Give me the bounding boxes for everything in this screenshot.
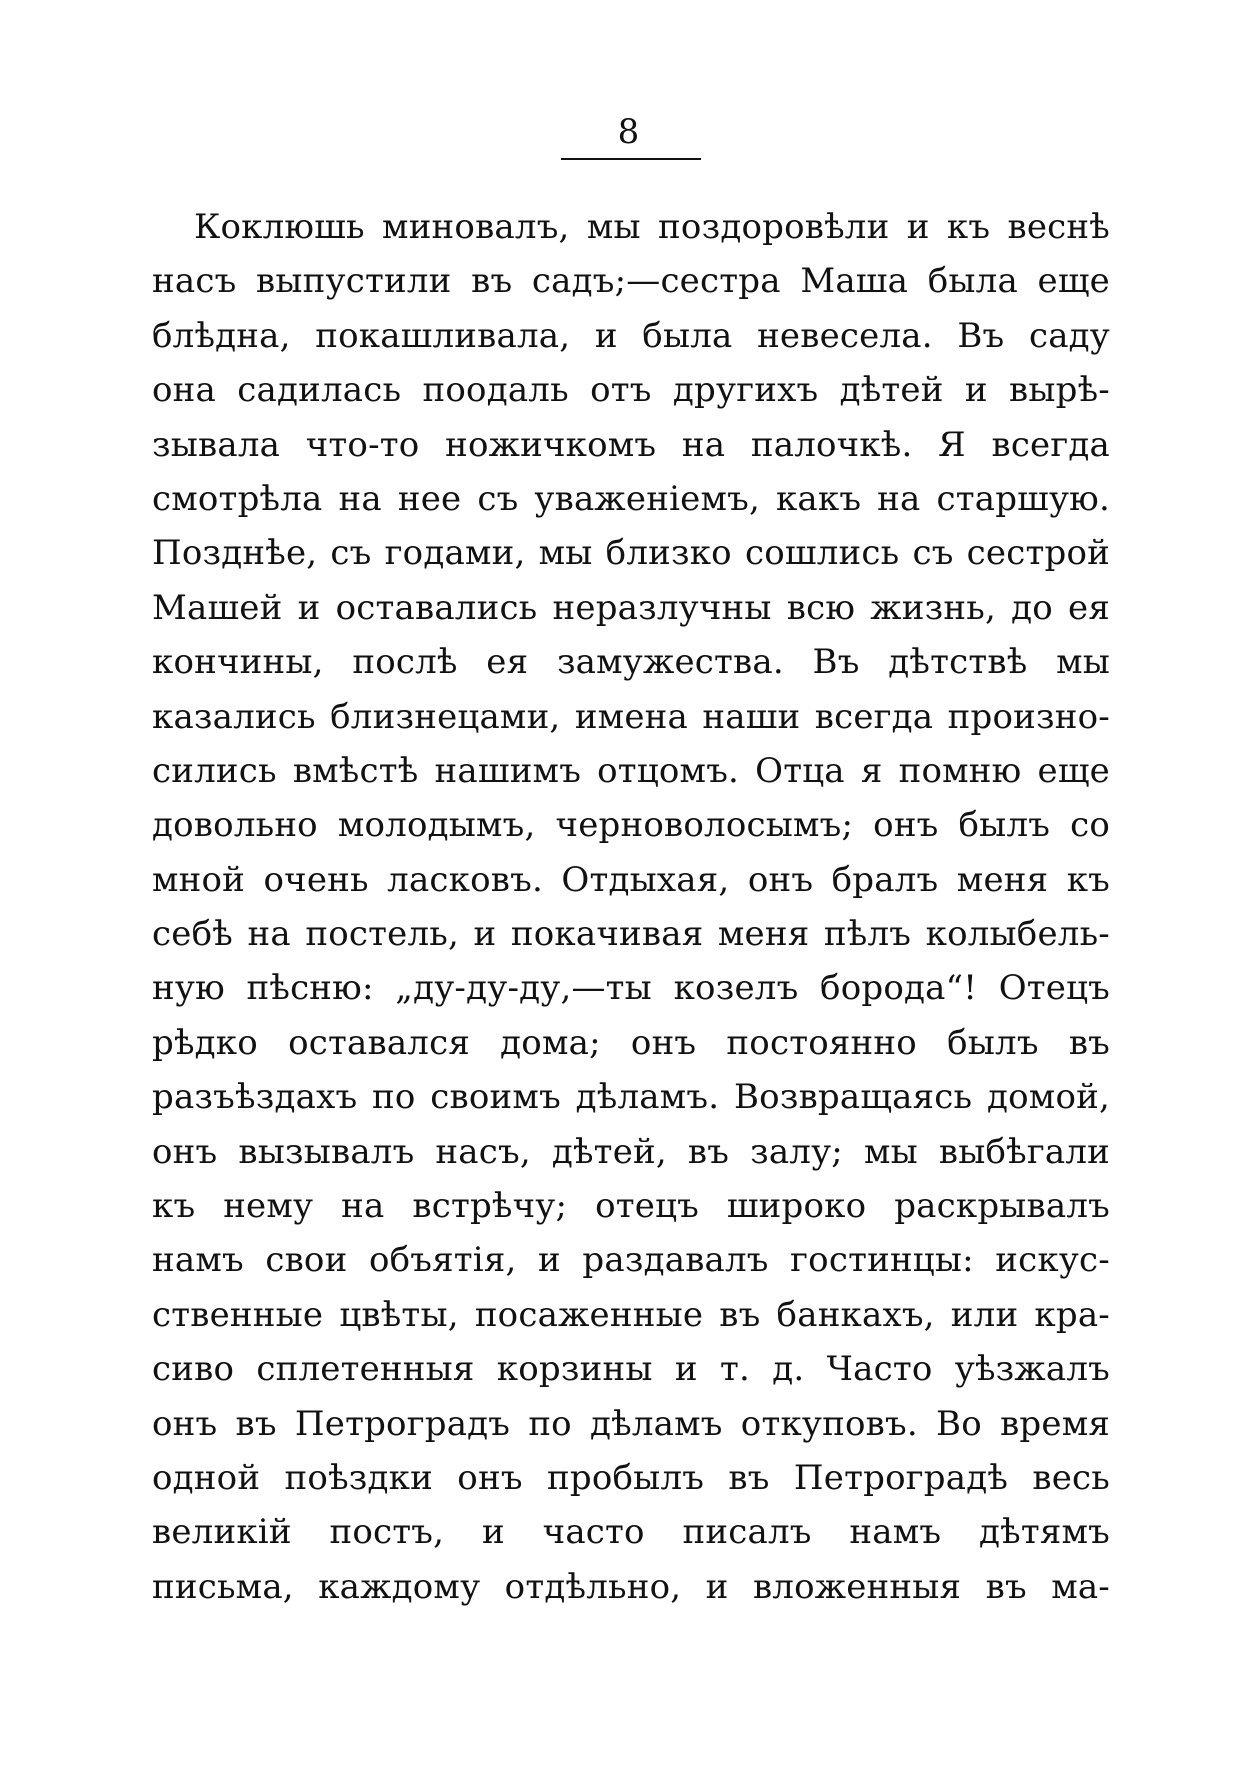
page-number-rule	[561, 158, 701, 160]
text-line: себѣ на постель, и покачивая меня пѣлъ колыбель-	[152, 914, 1110, 955]
text-line: Позднѣе, съ годами, мы близко сошлись съ сестрой	[152, 533, 1110, 574]
text-line: Машей и оставались неразлучны всю жизнь, до ея	[152, 587, 1110, 628]
text-line: рѣдко оставался дома; онъ постоянно былъ въ	[152, 1022, 1110, 1063]
text-line: кончины, послѣ ея замужества. Въ дѣтствѣ мы	[152, 642, 1110, 683]
text-line: Коклюшь миновалъ, мы поздоровѣли и къ веснѣ	[194, 207, 1110, 247]
text-line: разъѣздахъ по своимъ дѣламъ. Возвращаясь домой,	[152, 1077, 1110, 1118]
text-line: блѣдна, покашливала, и была невесела. Въ саду	[152, 315, 1110, 356]
text-line: письма, каждому отдѣльно, и вложенныя въ ма-	[152, 1566, 1110, 1607]
text-line: она садилась поодаль отъ другихъ дѣтей и вырѣ-	[152, 370, 1110, 411]
text-line: ственные цвѣты, посаженные въ банкахъ, или кра-	[152, 1294, 1110, 1335]
text-line: сиво сплетенныя корзины и т. д. Часто уѣзжалъ	[152, 1349, 1110, 1390]
text-line: мной очень ласковъ. Отдыхая, онъ бралъ меня къ	[152, 859, 1110, 900]
text-line: къ нему на встрѣчу; отецъ широко раскрывалъ	[152, 1186, 1110, 1227]
page-number: 8	[617, 112, 640, 152]
text-line: смотрѣла на нее съ уваженіемъ, какъ на старшую.	[152, 478, 1110, 519]
text-line: онъ вызывалъ насъ, дѣтей, въ залу; мы выбѣгали	[152, 1131, 1110, 1172]
text-line: намъ свои объятія, и раздавалъ гостинцы: искус-	[152, 1240, 1110, 1281]
text-line: сились вмѣстѣ нашимъ отцомъ. Отца я помню еще	[152, 750, 1110, 791]
text-line: одной поѣздки онъ пробылъ въ Петроградѣ весь	[152, 1457, 1110, 1498]
body-text	[152, 200, 1110, 1614]
text-line: казались близнецами, имена наши всегда произно-	[152, 696, 1110, 737]
text-line: великій постъ, и часто писалъ намъ дѣтямъ	[152, 1512, 1110, 1553]
text-line: довольно молодымъ, черноволосымъ; онъ былъ со	[152, 805, 1110, 846]
text-line: зывала что-то ножичкомъ на палочкѣ. Я всегда	[152, 424, 1110, 465]
text-line: ную пѣсню: „ду-ду-ду,—ты козелъ борода“! Отецъ	[152, 968, 1110, 1009]
text-line: онъ въ Петроградъ по дѣламъ откуповъ. Во время	[152, 1403, 1110, 1444]
text-line: насъ выпустили въ садъ;—сестра Маша была еще	[152, 261, 1110, 302]
